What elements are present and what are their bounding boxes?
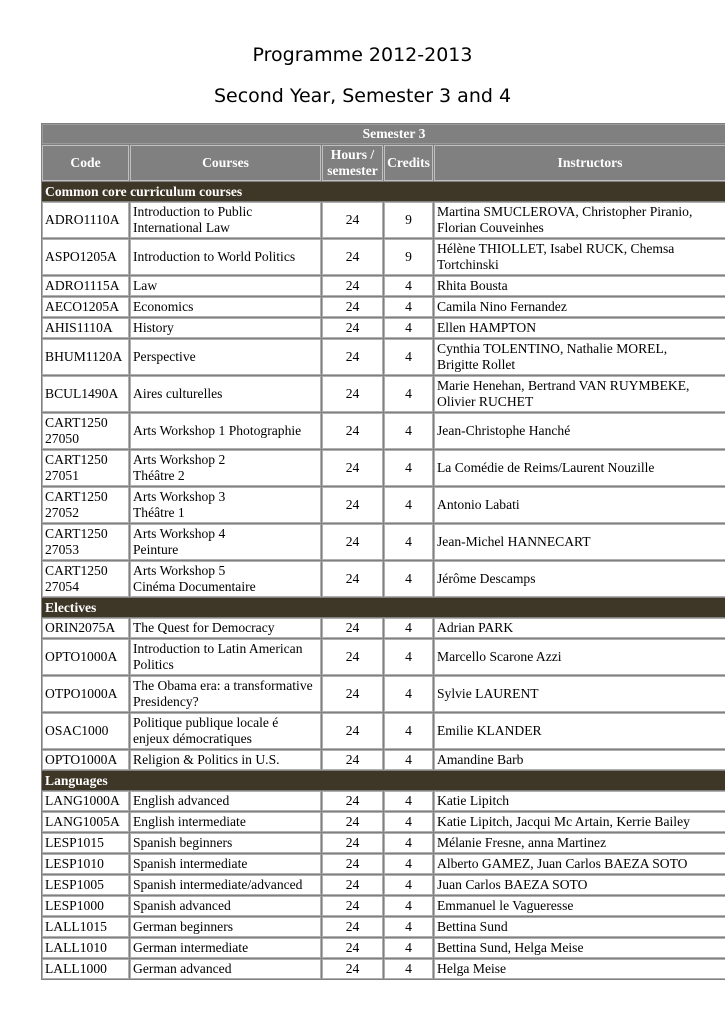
course-name (130, 239, 321, 275)
table-row (42, 524, 725, 560)
table-row (42, 413, 725, 449)
course-instructors (434, 938, 725, 958)
course-credits: 4 (384, 276, 433, 296)
course-code (42, 713, 129, 749)
course-name (130, 524, 321, 560)
course-code-line: ASPO1205A (45, 249, 117, 264)
course-code (42, 202, 129, 238)
course-name-line: Religion & Politics in U.S. (133, 752, 280, 767)
table-row (42, 450, 725, 486)
course-hours: 24 (322, 812, 383, 832)
table-row (42, 487, 725, 523)
semester-label: Semester 3 (42, 124, 725, 144)
course-name-line: Aires culturelles (133, 386, 223, 401)
course-code-line: LALL1000 (45, 961, 107, 976)
course-code-line: AECO1205A (45, 299, 120, 314)
course-name (130, 487, 321, 523)
course-code-line: OTPO1000A (45, 686, 118, 701)
table-row (42, 561, 725, 597)
course-instructors (434, 450, 725, 486)
course-code-line: LESP1000 (45, 898, 104, 913)
course-name (130, 297, 321, 317)
course-name-line: The Quest for Democracy (133, 620, 275, 635)
course-instructors-line: La Comédie de Reims/Laurent Nouzille (437, 460, 655, 475)
course-code-line: AHIS1110A (45, 320, 113, 335)
course-hours: 24 (322, 676, 383, 712)
course-name-line: Peinture (133, 542, 179, 557)
course-name-line: History (133, 320, 174, 335)
course-name-line: The Obama era: a transformative (133, 678, 313, 693)
course-instructors (434, 676, 725, 712)
table-row (42, 791, 725, 811)
course-code-line: LESP1010 (45, 856, 104, 871)
course-code-line: OPTO1000A (45, 649, 118, 664)
course-code (42, 318, 129, 338)
course-credits: 9 (384, 202, 433, 238)
course-name (130, 896, 321, 916)
course-code (42, 854, 129, 874)
course-code (42, 896, 129, 916)
page-subtitle: Second Year, Semester 3 and 4 (213, 85, 512, 107)
course-instructors (434, 713, 725, 749)
course-name-line: Arts Workshop 5 (133, 563, 226, 578)
table-row (42, 896, 725, 916)
course-instructors-line: Martina SMUCLEROVA, Christopher Piranio, (437, 204, 693, 219)
course-hours: 24 (322, 239, 383, 275)
course-instructors-line: Marcello Scarone Azzi (437, 649, 562, 664)
course-instructors (434, 639, 725, 675)
course-hours: 24 (322, 413, 383, 449)
programme-table (41, 123, 725, 980)
course-name-line: German advanced (133, 961, 232, 976)
course-name (130, 854, 321, 874)
course-code-line: LALL1015 (45, 919, 107, 934)
course-instructors (434, 524, 725, 560)
course-credits: 9 (384, 239, 433, 275)
course-credits: 4 (384, 917, 433, 937)
course-code-line: LESP1015 (45, 835, 104, 850)
course-hours: 24 (322, 487, 383, 523)
course-hours: 24 (322, 750, 383, 770)
course-credits: 4 (384, 450, 433, 486)
course-code-line: LESP1005 (45, 877, 104, 892)
course-hours: 24 (322, 639, 383, 675)
table-row (42, 812, 725, 832)
course-instructors (434, 959, 725, 979)
course-name-line: International Law (133, 220, 231, 235)
table-row (42, 750, 725, 770)
course-hours: 24 (322, 202, 383, 238)
course-code (42, 487, 129, 523)
course-code-line: 27054 (45, 579, 79, 594)
course-name-line: German intermediate (133, 940, 249, 955)
table-row (42, 618, 725, 638)
course-instructors (434, 376, 725, 412)
table-row (42, 713, 725, 749)
course-name-line: Introduction to Public (133, 204, 253, 219)
course-hours: 24 (322, 618, 383, 638)
course-code-line: CART1250 (45, 526, 108, 541)
course-instructors-line: Katie Lipitch, Jacqui Mc Artain, Kerrie Bailey (437, 814, 690, 829)
course-instructors-line: Jérôme Descamps (437, 571, 536, 586)
course-hours: 24 (322, 561, 383, 597)
course-name (130, 339, 321, 375)
course-code (42, 791, 129, 811)
course-hours: 24 (322, 833, 383, 853)
course-hours: 24 (322, 376, 383, 412)
table-row (42, 639, 725, 675)
course-instructors-line: Ellen HAMPTON (437, 320, 537, 335)
course-code-line: LANG1005A (45, 814, 120, 829)
course-name (130, 413, 321, 449)
table-row (42, 376, 725, 412)
course-instructors (434, 297, 725, 317)
course-name-line: German beginners (133, 919, 234, 934)
course-name (130, 318, 321, 338)
course-name (130, 639, 321, 675)
table-row (42, 833, 725, 853)
course-credits: 4 (384, 297, 433, 317)
course-code (42, 875, 129, 895)
course-name (130, 875, 321, 895)
course-code (42, 339, 129, 375)
course-code (42, 376, 129, 412)
course-code (42, 239, 129, 275)
course-name (130, 618, 321, 638)
course-name (130, 276, 321, 296)
course-credits: 4 (384, 487, 433, 523)
course-hours: 24 (322, 450, 383, 486)
course-instructors (434, 339, 725, 375)
course-instructors (434, 833, 725, 853)
course-name-line: Spanish beginners (133, 835, 233, 850)
section-row (42, 182, 725, 201)
course-name (130, 791, 321, 811)
course-name (130, 713, 321, 749)
course-credits: 4 (384, 676, 433, 712)
course-instructors-line: Mélanie Fresne, anna Martinez (437, 835, 607, 850)
course-code-line: 27051 (45, 468, 79, 483)
course-hours: 24 (322, 875, 383, 895)
course-code-line: CART1250 (45, 563, 108, 578)
course-name-line: Spanish intermediate/advanced (133, 877, 303, 892)
course-instructors-line: Bettina Sund, Helga Meise (437, 940, 584, 955)
course-code-line: CART1250 (45, 452, 108, 467)
table-row (42, 297, 725, 317)
course-name (130, 959, 321, 979)
course-name-line: Presidency? (133, 694, 199, 709)
course-instructors (434, 276, 725, 296)
course-hours: 24 (322, 318, 383, 338)
course-name-line: English advanced (133, 793, 230, 808)
course-code-line: BHUM1120A (45, 349, 123, 364)
course-instructors-line: Rhita Bousta (437, 278, 508, 293)
course-name (130, 202, 321, 238)
course-credits: 4 (384, 938, 433, 958)
header-hours-line2: semester (327, 163, 378, 178)
course-name (130, 917, 321, 937)
page-title: Programme 2012-2013 (252, 44, 473, 66)
course-instructors-line: Cynthia TOLENTINO, Nathalie MOREL, (437, 341, 668, 356)
course-hours: 24 (322, 938, 383, 958)
table-row (42, 854, 725, 874)
course-credits: 4 (384, 618, 433, 638)
course-code-line: ADRO1110A (45, 212, 120, 227)
course-instructors-line: Sylvie LAURENT (437, 686, 539, 701)
course-credits: 4 (384, 875, 433, 895)
course-code (42, 959, 129, 979)
course-instructors-line: Florian Couveinhes (437, 220, 544, 235)
course-credits: 4 (384, 339, 433, 375)
course-code-line: OPTO1000A (45, 752, 118, 767)
course-instructors (434, 487, 725, 523)
course-credits: 4 (384, 959, 433, 979)
course-code (42, 750, 129, 770)
course-instructors (434, 202, 725, 238)
course-code (42, 561, 129, 597)
column-header-row (42, 145, 725, 181)
course-credits: 4 (384, 318, 433, 338)
course-code (42, 833, 129, 853)
course-code (42, 413, 129, 449)
course-instructors (434, 854, 725, 874)
course-instructors-line: Emilie KLANDER (437, 723, 542, 738)
course-instructors-line: Camila Nino Fernandez (437, 299, 567, 314)
course-instructors-line: Jean-Christophe Hanché (437, 423, 571, 438)
course-name-line: Law (133, 278, 158, 293)
course-instructors-line: Alberto GAMEZ, Juan Carlos BAEZA SOTO (437, 856, 688, 871)
course-hours: 24 (322, 917, 383, 937)
course-name-line: Perspective (133, 349, 196, 364)
course-hours: 24 (322, 959, 383, 979)
course-name-line: Arts Workshop 3 (133, 489, 226, 504)
course-code (42, 676, 129, 712)
table-row (42, 938, 725, 958)
course-code-line: 27053 (45, 542, 79, 557)
table-row (42, 339, 725, 375)
course-instructors-line: Hélène THIOLLET, Isabel RUCK, Chemsa (437, 241, 675, 256)
course-instructors (434, 812, 725, 832)
course-name-line: Spanish advanced (133, 898, 231, 913)
course-instructors (434, 750, 725, 770)
course-hours: 24 (322, 276, 383, 296)
course-credits: 4 (384, 413, 433, 449)
course-name-line: Spanish intermediate (133, 856, 248, 871)
course-code (42, 450, 129, 486)
course-instructors (434, 618, 725, 638)
course-name-line: Arts Workshop 2 (133, 452, 226, 467)
course-code (42, 917, 129, 937)
course-instructors (434, 561, 725, 597)
course-name-line: Politics (133, 657, 174, 672)
course-instructors-line: Tortchinski (437, 257, 499, 272)
course-instructors-line: Olivier RUCHET (437, 394, 534, 409)
course-code-line: LALL1010 (45, 940, 107, 955)
table-row (42, 917, 725, 937)
course-hours: 24 (322, 854, 383, 874)
course-instructors (434, 791, 725, 811)
course-instructors (434, 413, 725, 449)
course-credits: 4 (384, 524, 433, 560)
course-name (130, 376, 321, 412)
course-instructors (434, 318, 725, 338)
course-code (42, 297, 129, 317)
course-instructors-line: Bettina Sund (437, 919, 508, 934)
course-name-line: Introduction to Latin American (133, 641, 303, 656)
course-code-line: CART1250 (45, 415, 108, 430)
course-name (130, 676, 321, 712)
header-courses: Courses (130, 145, 321, 181)
header-credits: Credits (384, 145, 433, 181)
course-instructors-line: Amandine Barb (437, 752, 524, 767)
table-row (42, 875, 725, 895)
course-credits: 4 (384, 791, 433, 811)
course-instructors (434, 896, 725, 916)
course-name-line: Cinéma Documentaire (133, 579, 256, 594)
course-hours: 24 (322, 297, 383, 317)
section-title: Languages (42, 771, 725, 790)
course-credits: 4 (384, 561, 433, 597)
course-name-line: Economics (133, 299, 194, 314)
course-code-line: ADRO1115A (45, 278, 120, 293)
table-row (42, 202, 725, 238)
course-instructors-line: Marie Henehan, Bertrand VAN RUYMBEKE, (437, 378, 690, 393)
course-instructors-line: Emmanuel le Vagueresse (437, 898, 574, 913)
course-code (42, 938, 129, 958)
header-hours-line1: Hours / (330, 147, 375, 162)
course-credits: 4 (384, 812, 433, 832)
course-name (130, 938, 321, 958)
header-hours (322, 145, 383, 181)
course-credits: 4 (384, 750, 433, 770)
course-code-line: 27052 (45, 505, 79, 520)
course-credits: 4 (384, 639, 433, 675)
course-instructors (434, 917, 725, 937)
section-row (42, 771, 725, 790)
course-name-line: Arts Workshop 4 (133, 526, 226, 541)
course-instructors-line: Brigitte Rollet (437, 357, 516, 372)
course-instructors-line: Adrian PARK (437, 620, 514, 635)
course-code (42, 639, 129, 675)
course-name (130, 750, 321, 770)
course-hours: 24 (322, 896, 383, 916)
table-row (42, 239, 725, 275)
course-code (42, 812, 129, 832)
course-instructors-line: Juan Carlos BAEZA SOTO (437, 877, 588, 892)
course-name (130, 450, 321, 486)
course-code-line: OSAC1000 (45, 723, 109, 738)
course-instructors-line: Jean-Michel HANNECART (437, 534, 591, 549)
course-name-line: Arts Workshop 1 Photographie (133, 423, 302, 438)
course-instructors-line: Antonio Labati (437, 497, 520, 512)
course-instructors-line: Helga Meise (437, 961, 507, 976)
header-instructors: Instructors (434, 145, 725, 181)
course-name-line: English intermediate (133, 814, 246, 829)
course-hours: 24 (322, 524, 383, 560)
course-hours: 24 (322, 791, 383, 811)
course-credits: 4 (384, 854, 433, 874)
section-title: Electives (42, 598, 725, 617)
course-credits: 4 (384, 713, 433, 749)
course-name (130, 561, 321, 597)
header-code: Code (42, 145, 129, 181)
course-code-line: 27050 (45, 431, 79, 446)
section-row (42, 598, 725, 617)
course-credits: 4 (384, 896, 433, 916)
course-instructors (434, 875, 725, 895)
course-code (42, 276, 129, 296)
course-hours: 24 (322, 339, 383, 375)
semester-header-row (42, 124, 725, 144)
course-name-line: Théâtre 2 (133, 468, 185, 483)
course-hours: 24 (322, 713, 383, 749)
course-code-line: CART1250 (45, 489, 108, 504)
course-credits: 4 (384, 376, 433, 412)
course-name-line: Introduction to World Politics (133, 249, 296, 264)
table-row (42, 318, 725, 338)
table-row (42, 959, 725, 979)
course-name-line: enjeux démocratiques (133, 731, 252, 746)
course-name (130, 833, 321, 853)
course-name (130, 812, 321, 832)
section-title: Common core curriculum courses (42, 182, 725, 201)
course-code-line: BCUL1490A (45, 386, 119, 401)
table-row (42, 276, 725, 296)
course-name-line: Théâtre 1 (133, 505, 185, 520)
table-row (42, 676, 725, 712)
course-instructors-line: Katie Lipitch (437, 793, 510, 808)
course-code (42, 618, 129, 638)
course-code (42, 524, 129, 560)
course-code-line: ORIN2075A (45, 620, 116, 635)
course-instructors (434, 239, 725, 275)
course-code-line: LANG1000A (45, 793, 120, 808)
course-credits: 4 (384, 833, 433, 853)
course-name-line: Politique publique locale é (133, 715, 279, 730)
